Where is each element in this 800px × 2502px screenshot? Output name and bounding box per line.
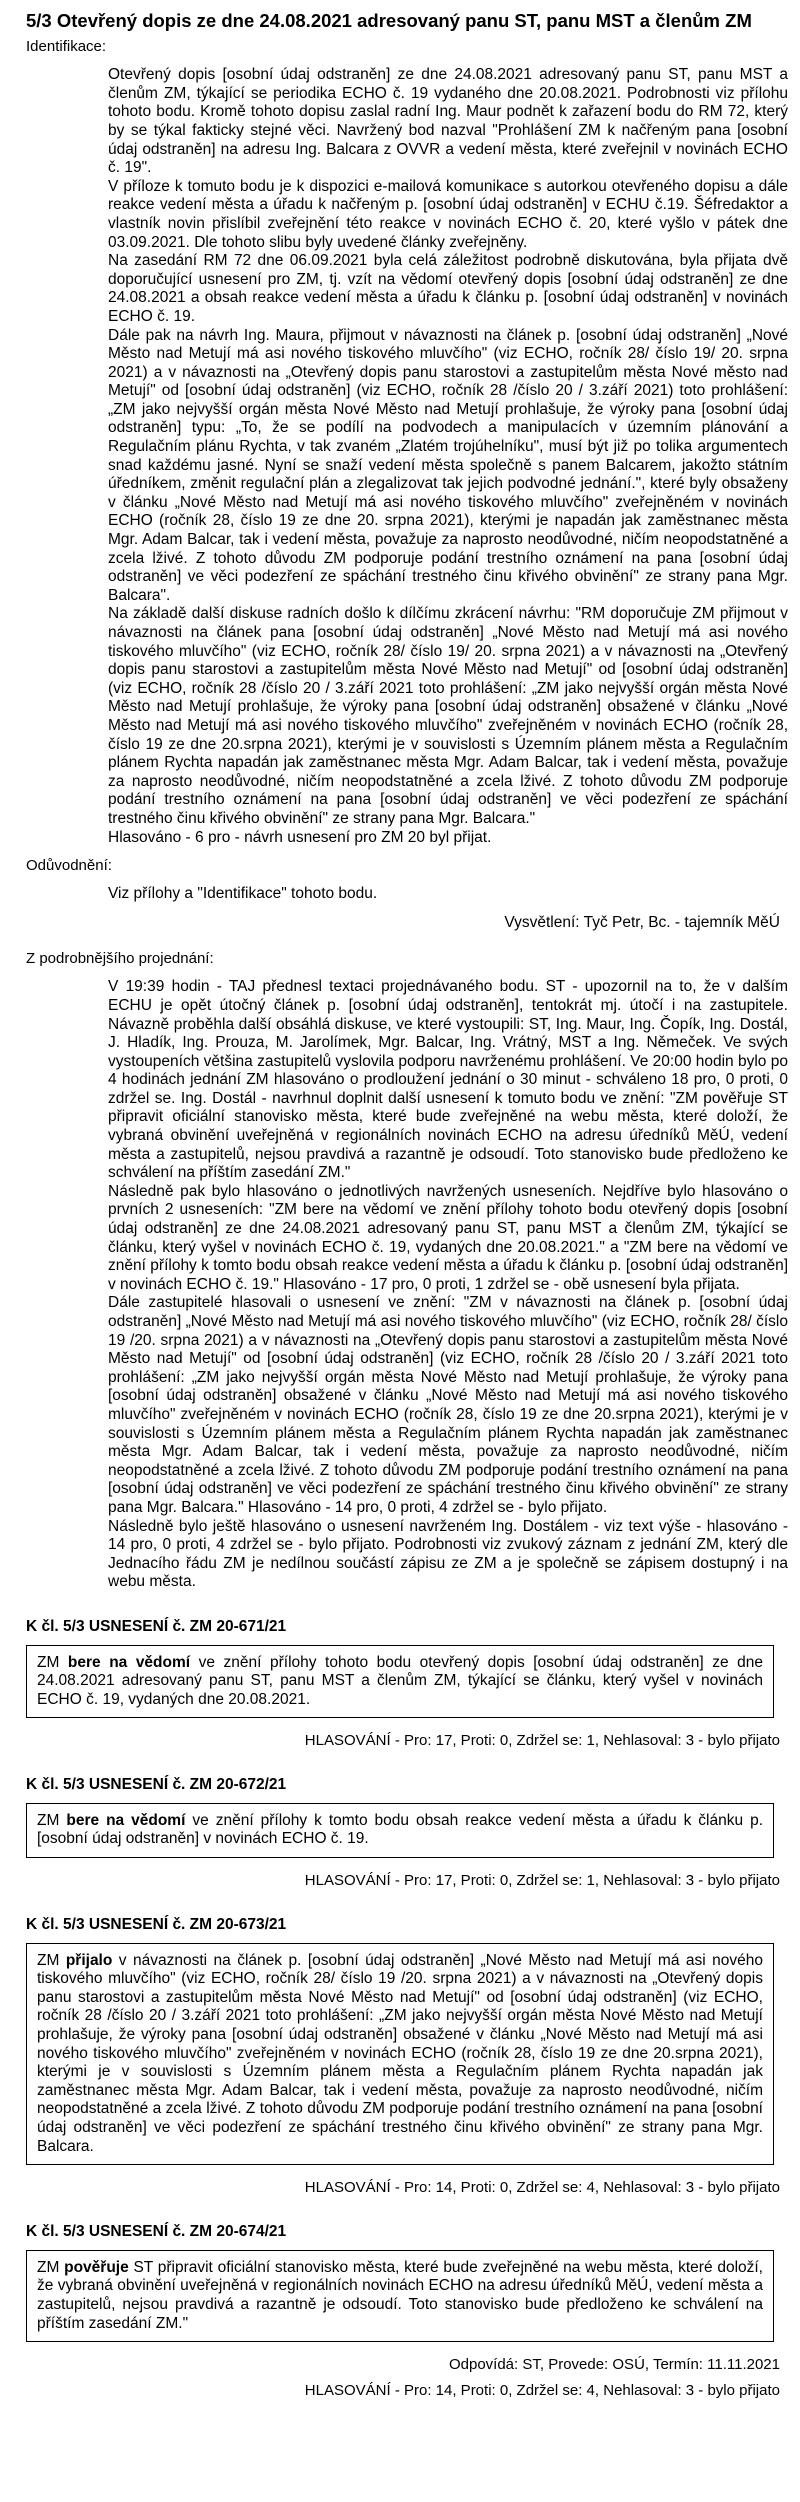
usneseni-responsible: Odpovídá: ST, Provede: OSÚ, Termín: 11.11.2021 <box>448 2356 780 2374</box>
usneseni-verb: bere na vědomí <box>66 1811 186 1829</box>
usneseni-box <box>26 1645 774 1719</box>
paragraph: Na základě další diskuse radních došlo k dílčímu zkrácení návrhu: "RM doporučuje ZM přijmout v návaznosti na článek pana [osobní údaj odstraněn] „Nové Město nad Metují má asi nového tiskového mluvčího" (viz ECHO, ročník 28/ číslo 19/ 20. srpna 2021) a v návaznosti na „Otevřený dopis panu starostovi a zastupitelům města Nové Město nad Metují" od [osobní údaj odstraněn] (viz ECHO, ročník 28 /číslo 20 / 3.září 2021 toto prohlášení: „ZM jako nejvyšší orgán města Nové Město nad Metují prohlašuje, že výroky pana [osobní údaj odstraněn] obsažené v článku „Nové Město nad Metují má asi nového tiskového mluvčího" zveřejněném v novinách ECHO (ročník 28, číslo 19 ze dne 20.srpna 2021), kterými je v souvislosti s Územním plánem města a Regulačním plánem Rychta napadán jak zaměstnanec města Mgr. Adam Balcar, tak i vedení města, považuje za naprosto neodůvodné, ničím neopodstatněné a zcela lživé. Z tohoto důvodu ZM podporuje podání trestního oznámení na pana [osobní údaj odstraněn] ve věci podezření ze spáchání trestného činu křivého obvinění" ze strany pana Mgr. Balcara." <box>108 605 788 827</box>
identifikace-label: Identifikace: <box>26 38 107 56</box>
usneseni-vote: HLASOVÁNÍ - Pro: 14, Proti: 0, Zdržel se: 4, Nehlasoval: 3 - bylo přijato <box>304 2179 780 2197</box>
usneseni-section <box>20 2223 780 2426</box>
usneseni-lead: ZM <box>37 1951 66 1969</box>
paragraph: Následně bylo ještě hlasováno o usnesení navrženém Ing. Dostálem - viz text výše - hlasováno - 14 pro, 0 proti, 4 zdržel se - bylo přijato. Podrobnosti viz zvukový záznam z jednání ZM, který dle Jednacího řádu ZM je nedílnou součástí zápisu ze ZM a je společně se zápisem dostupný i na webu města. <box>108 1517 788 1591</box>
projednani-label: Z podrobnějšího projednání: <box>26 950 214 968</box>
usneseni-lead: ZM <box>37 2258 65 2276</box>
usneseni-vote: HLASOVÁNÍ - Pro: 14, Proti: 0, Zdržel se: 4, Nehlasoval: 3 - bylo přijato <box>304 2382 780 2400</box>
usneseni-box <box>26 2250 774 2342</box>
usneseni-section <box>20 1776 780 1916</box>
usneseni-list <box>20 1618 780 2426</box>
usneseni-text: ST připravit oficiální stanovisko města, které bude zveřejněné na webu města, které doloží, že vybraná obvinění uveřejněná v regionálních novinách ECHO na adresu úředníků MěÚ, vedení města a zastupitelů, nejsou pravdivá a razantně je odsoudí. Toto stanovisko bude předloženo ke schválení na příštím zasedání ZM." <box>37 2258 763 2332</box>
usneseni-verb: přijalo <box>65 1951 113 1969</box>
paragraph: Dále pak na návrh Ing. Maura, přijmout v návaznosti na článek p. [osobní údaj odstraněn] „Nové Město nad Metují má asi nového tiskového mluvčího" (viz ECHO, ročník 28/ číslo 19/ 20. srpna 2021) a v návaznosti na „Otevřený dopis panu starostovi a zastupitelům města Nové město nad Metují" od [osobní údaj odstraněn] (viz ECHO, ročník 28 /číslo 20 / 3.září 2021) toto prohlášení: „ZM jako nejvyšší orgán města Nové Město nad Metují prohlašuje, že výroky pana [osobní údaj odstraněn] typu: „To, že se podílí na podvodech a manipulacích v územním plánování a Regulačním plánu Rychta, v tak zvaném „Zlatém trojúhelníku", musí být již po tolika argumentech snad každému jasné. Nyní se snaží vedení města společně s panem Balcarem, jakožto státním úředníkem, změnit regulační plán a zlegalizovat tak jejich podvodné jednání.", které byly obsaženy v článku „Nové Město nad Metují má asi nového tiskového mluvčího" zveřejněném v novinách ECHO (ročník 28, číslo 19 ze dne 20. srpna 2021), kterými je napadán jak zaměstnanec města Mgr. Adam Balcar, tak i vedení města, považuje za naprosto neodůvodné, ničím neopodstatněné a zcela lživé. Z tohoto důvodu ZM podporuje podání trestního oznámení na pana [osobní údaj odstraněn] ve věci podezření ze spáchání trestného činu křivého obvinění" ze strany pana Mgr. Balcara". <box>108 326 788 604</box>
usneseni-section <box>20 1916 780 2223</box>
projednani-block <box>102 978 788 1592</box>
usneseni-lead: ZM <box>37 1811 67 1829</box>
paragraph: Otevřený dopis [osobní údaj odstraněn] ze dne 24.08.2021 adresovaný panu ST, panu MST a členům ZM, týkající se periodika ECHO č. 19 vydaného dne 20.08.2021. Podrobnosti viz přílohu tohoto bodu. Kromě tohoto dopisu zaslal radní Ing. Maur podnět k zařazení bodu do RM 72, který by se týkal fakticky stejné věci. Navržený bod nazval "Prohlášení ZM k načřeným pana [osobní údaj odstraněn] na adresu Ing. Balcara z OVVR a vedení města, které zveřejnil v novinách ECHO č. 19". <box>108 66 788 177</box>
oduvodneni-label: Odůvodnění: <box>26 857 112 875</box>
usneseni-verb: bere na vědomí <box>67 1653 191 1671</box>
usneseni-text: v návaznosti na článek p. [osobní údaj odstraněn] „Nové Město nad Metují má asi nového tiskového mluvčího" (viz ECHO, ročník 28/ číslo 19 /20. srpna 2021) a v návaznosti na „Otevřený dopis panu starostovi a zastupitelům města Nové Město nad Metují" od [osobní údaj odstraněn] (viz ECHO, ročník 28 /číslo 20 / 3.září 2021 toto prohlášení: „ZM jako nejvyšší orgán města Nové Město nad Metují prohlašuje, že výroky pana [osobní údaj odstraněn] obsažené v článku „Nové Město nad Metují má asi nového tiskového mluvčího" zveřejněném v novinách ECHO (ročník 28, číslo 19 ze dne 20.srpna 2021), kterými je v souvislosti s Územním plánem města a Regulačním plánem Rychta napadán jak zaměstnanec města Mgr. Adam Balcar, tak i vedení města, považuje za naprosto neodůvodné, ničím neopodstatněné a zcela lživé. Z tohoto důvodu ZM podporuje podání trestního oznámení na pana [osobní údaj odstraněn] ve věci podezření ze spáchání trestného činu křivého obvinění" ze strany pana Mgr. Balcara. <box>37 1951 764 2155</box>
usneseni-title: K čl. 5/3 USNESENÍ č. ZM 20-672/21 <box>26 1776 287 1794</box>
paragraph: Na zasedání RM 72 dne 06.09.2021 byla celá záležitost podrobně diskutována, byla přijata dvě doporučující usnesení pro ZM, tj. vzít na vědomí otevřený dopis [osobní údaj odstraněn] ze dne 24.08.2021 a obsah reakce vedení města a úřadu k článku p. [osobní údaj odstraněn] v novinách ECHO č. 19. <box>108 252 788 325</box>
usneseni-vote: HLASOVÁNÍ - Pro: 17, Proti: 0, Zdržel se: 1, Nehlasoval: 3 - bylo přijato <box>304 1872 780 1890</box>
identifikace-block <box>102 66 788 847</box>
usneseni-title: K čl. 5/3 USNESENÍ č. ZM 20-674/21 <box>26 2223 287 2241</box>
usneseni-text: ve znění přílohy k tomto bodu obsah reakce vedení města a úřadu k článku p. [osobní údaj odstraněn] v novinách ECHO č. 19. <box>37 1811 764 1848</box>
page-title: 5/3 Otevřený dopis ze dne 24.08.2021 adresovaný panu ST, panu MST a členům ZM <box>26 10 752 31</box>
usneseni-box <box>26 1943 774 2166</box>
usneseni-vote: HLASOVÁNÍ - Pro: 17, Proti: 0, Zdržel se: 1, Nehlasoval: 3 - bylo přijato <box>304 1732 780 1750</box>
usneseni-title: K čl. 5/3 USNESENÍ č. ZM 20-671/21 <box>26 1617 287 1635</box>
usneseni-verb: pověřuje <box>64 2258 129 2276</box>
paragraph: V příloze k tomuto bodu je k dispozici e-mailová komunikace s autorkou otevřeného dopisu a dále reakce vedení města a úřadu k načřeným p. [osobní údaj odstraněn] v ECHU č.19. Šéfredaktor a vlastník novin přislíbil zveřejnění této reakce v novinách ECHO č. 20, které vyšlo v pátek dne 03.09.2021. Dle tohoto slibu byly uvedené články zveřejněny. <box>108 177 788 251</box>
usneseni-title: K čl. 5/3 USNESENÍ č. ZM 20-673/21 <box>26 1916 287 1934</box>
usneseni-lead: ZM <box>37 1653 68 1671</box>
paragraph: Dále zastupitelé hlasovali o usnesení ve znění: "ZM v návaznosti na článek p. [osobní údaj odstraněn] „Nové Město nad Metují má asi nového tiskového mluvčího" (viz ECHO, ročník 28/ číslo 19 /20. srpna 2021) a v návaznosti na „Otevřený dopis panu starostovi a zastupitelům města Nové Město nad Metují" od [osobní údaj odstraněn] (viz ECHO, ročník 28 /číslo 20 / 3.září 2021 toto prohlášení: „ZM jako nejvyšší orgán města Nové Město nad Metují prohlašuje, že výroky pana [osobní údaj odstraněn] obsažené v článku „Nové Město nad Metují má asi nového tiskového mluvčího" zveřejněném v novinách ECHO (ročník 28, číslo 19 ze dne 20.srpna 2021), kterými je v souvislosti s Územním plánem města a Regulačním plánem Rychta napadán jak zaměstnanec města Mgr. Adam Balcar, tak i vedení města, považuje za naprosto neodůvodné, ničím neopodstatněné a zcela lživé. Z tohoto důvodu ZM podporuje podání trestního oznámení na pana [osobní údaj odstraněn] ve věci podezření ze spáchání trestného činu křivého obvinění" ze strany pana Mgr. Balcara." Hlasováno - 14 pro, 0 proti, 4 zdržel se - bylo přijato. <box>108 1294 788 1516</box>
paragraph: Následně pak bylo hlasováno o jednotlivých navržených usneseních. Nejdříve bylo hlasováno o prvních 2 usneseních: "ZM bere na vědomí ve znění přílohy tohoto bodu otevřený dopis [osobní údaj odstraněn] ze dne 24.08.2021 adresovaný panu ST, panu MST a členům ZM, týkající se článku, který vyšel v novinách ECHO č. 19, vydaných dne 20.08.2021." a "ZM bere na vědomí ve znění přílohy k tomto bodu obsah reakce vedení města a úřadu k článku p. [osobní údaj odstraněn] v novinách ECHO č. 19." Hlasováno - 17 pro, 0 proti, 1 zdržel se - obě usnesení byla přijata. <box>108 1182 788 1293</box>
oduvodneni-text: Viz přílohy a "Identifikace" tohoto bodu. <box>108 885 378 903</box>
paragraph: Hlasováno - 6 pro - návrh usnesení pro ZM 20 byl přijat. <box>108 828 492 846</box>
usneseni-section <box>20 1618 780 1776</box>
usneseni-box <box>26 1803 774 1858</box>
vysvetleni-signature: Vysvětlení: Tyč Petr, Bc. - tajemník MěÚ <box>504 913 780 931</box>
usneseni-text: ve znění přílohy tohoto bodu otevřený dopis [osobní údaj odstraněn] ze dne 24.08.2021 adresovaný panu ST, panu MST a členům ZM, týkající se článku, který vyšel v novinách ECHO č. 19, vydaných dne 20.08.2021. <box>37 1653 764 1708</box>
paragraph: V 19:39 hodin - TAJ přednesl textaci projednávaného bodu. ST - upozornil na to, že v dalším ECHU je opět útočný článek p. [osobní údaj odstraněn], tentokrát mj. útočí i na zastupitele. Návazně proběhla další obsáhlá diskuse, ve které vystoupili: ST, Ing. Maur, Ing. Čopík, Ing. Dostál, J. Hladík, Ing. Prouza, M. Jarolímek, Mgr. Balcar, Ing. Vrátný, MST a Ing. Němeček. Ve svých vystoupeních většina zastupitelů vyslovila podporu navrženému prohlášení. Ve 20:00 hodin bylo po 4 hodinách jednání ZM hlasováno o prodloužení jednání o 30 minut - schváleno 18 pro, 0 proti, 0 zdržel se. Ing. Dostál - navrhnul doplnit další usnesení k tomuto bodu ve znění: "ZM pověřuje ST připravit oficiální stanovisko města, které bude zveřejněné na webu města, které doloží, že vybraná obvinění uveřejněná v regionálních novinách ECHO na adresu úředníků MěÚ, vedení města a zastupitelů, nejsou pravdivá a razantně je odsoudí. Toto stanovisko bude předloženo ke schválení na příštím zasedání ZM." <box>108 978 788 1182</box>
